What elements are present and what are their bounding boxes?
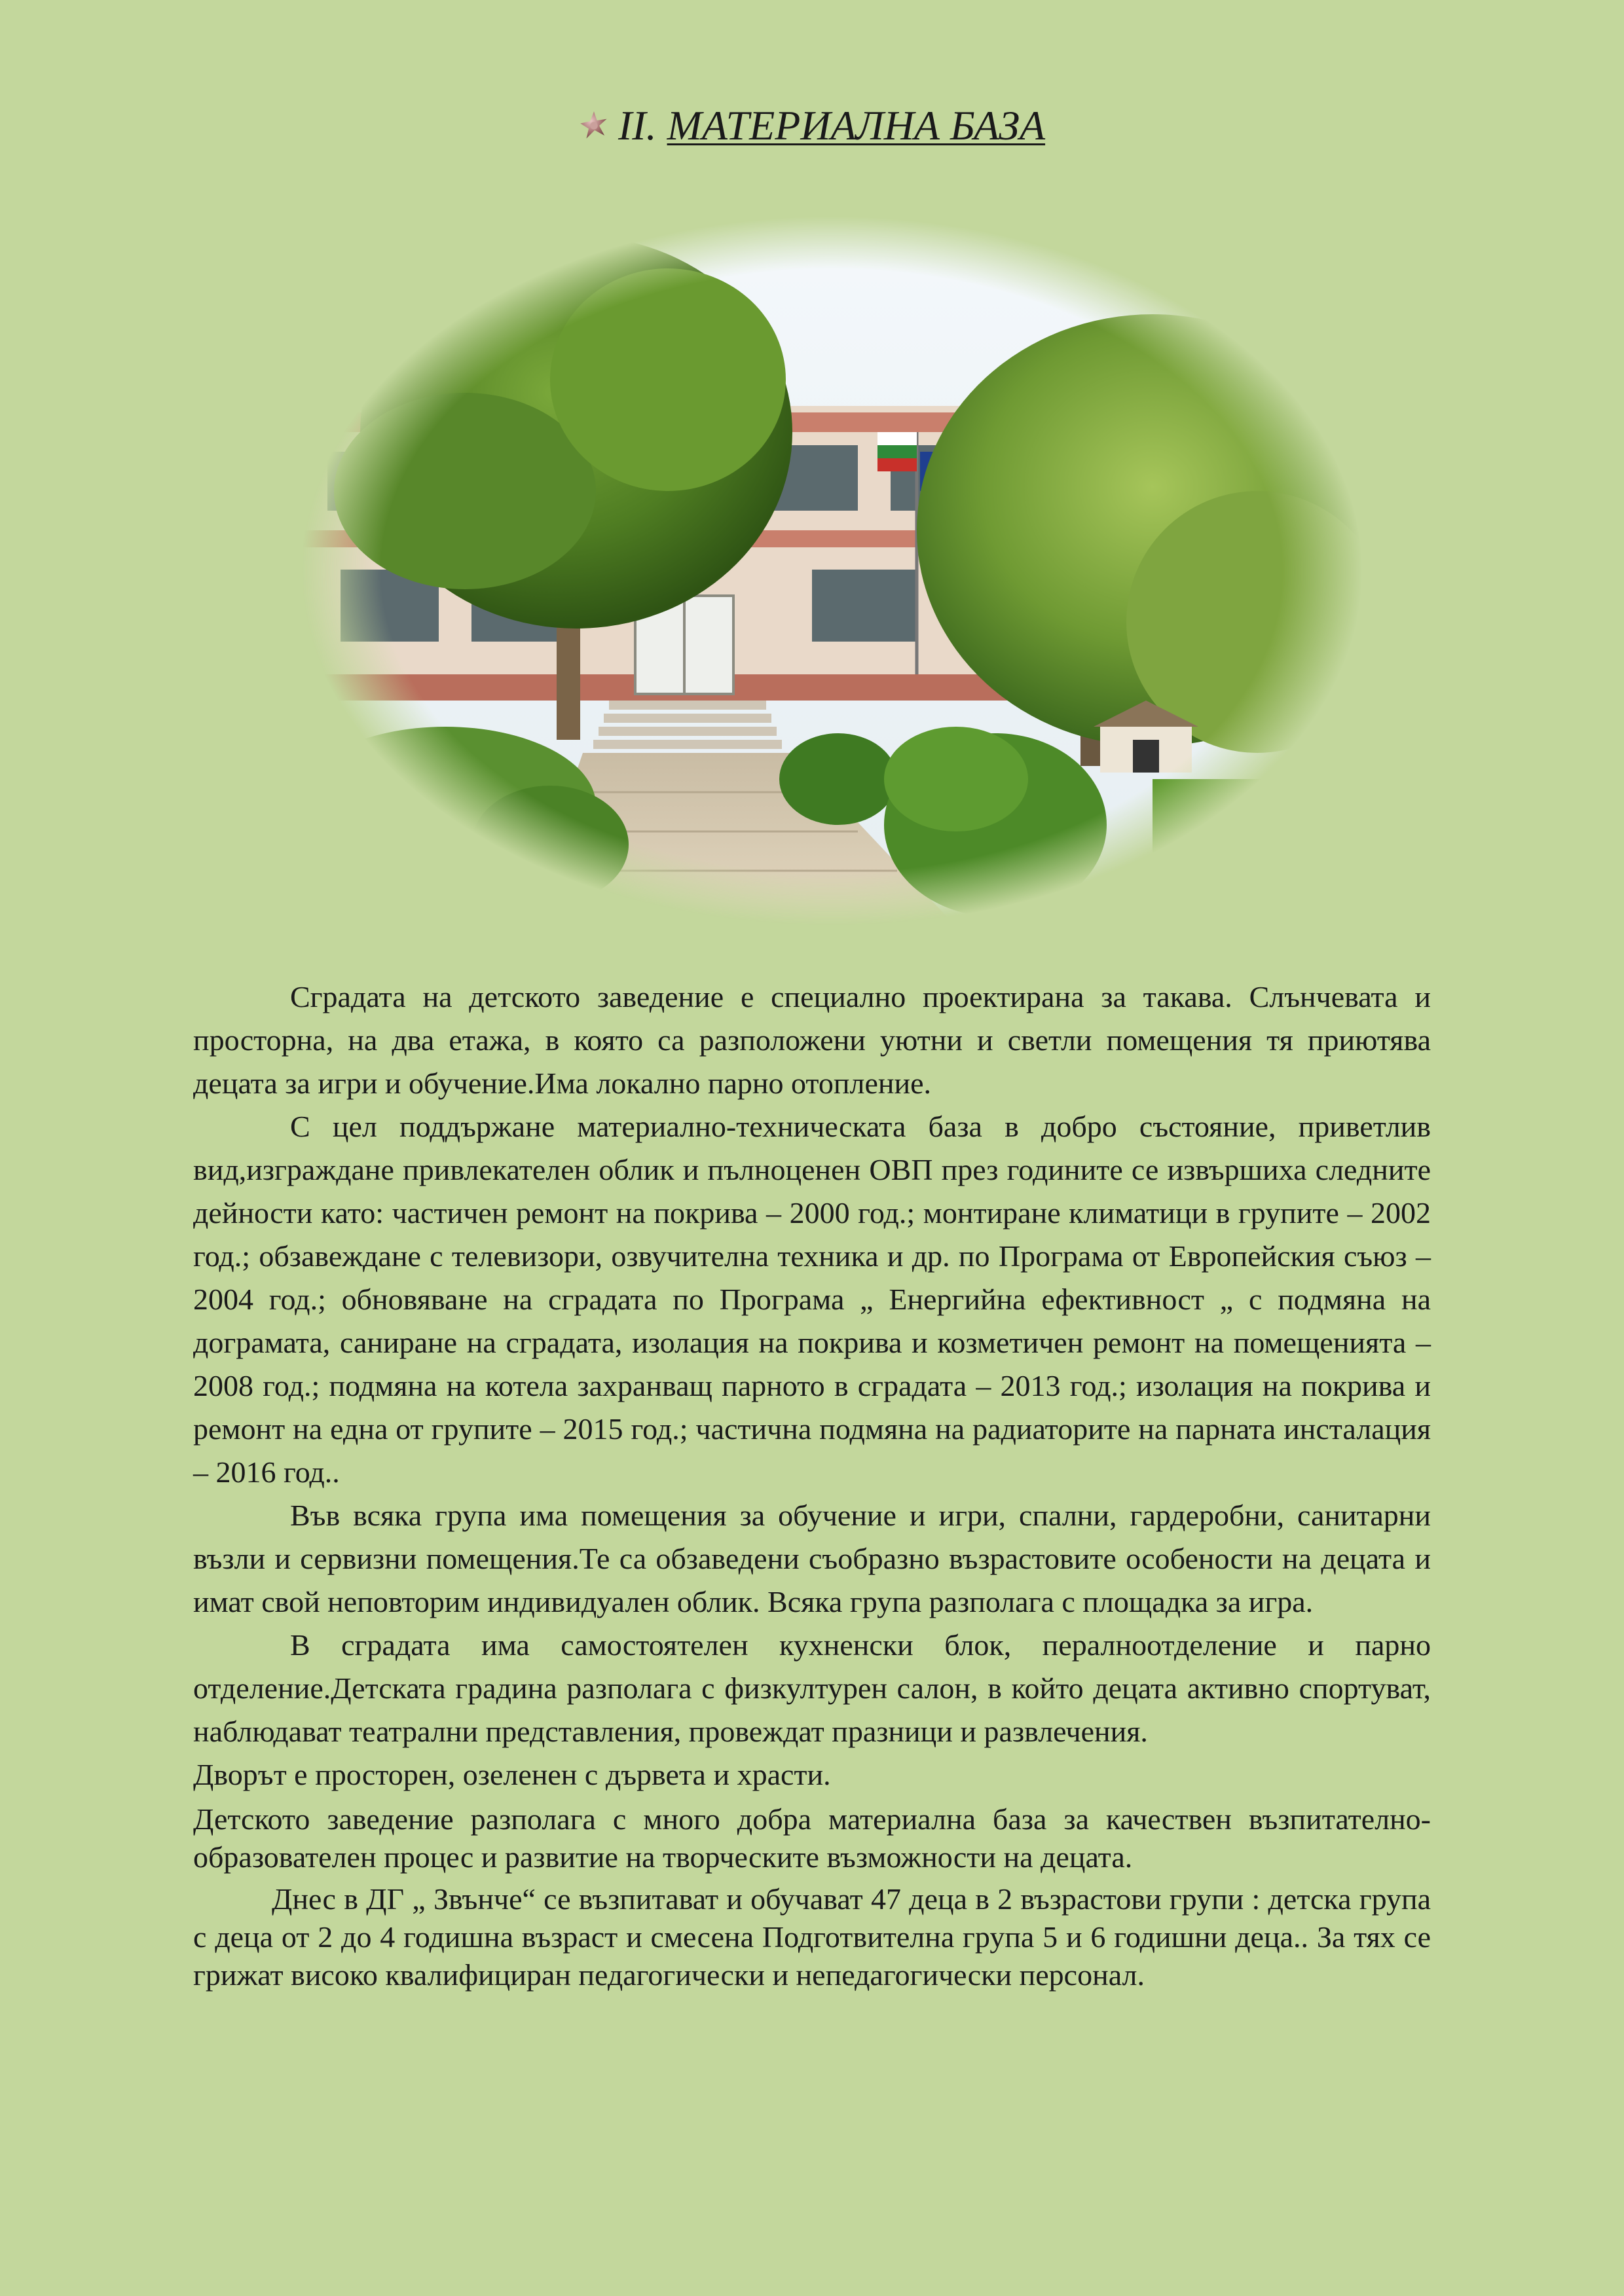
paragraph-children: Днес в ДГ „ Звънче“ се възпитават и обучават 47 деца в 2 възрастови групи : детска група с деца от 2 до 4 годишна възраст и смесена Подготвителна група 5 и 6 годишни деца.. За тях се грижат високо квалифициран педагогически и непедагогически персонал.	[193, 1882, 1431, 1992]
section-heading: МАТЕРИАЛНА БАЗА	[667, 102, 1046, 149]
paragraph-maintenance: С цел поддържане материално-техническата база в добро състояние, приветлив вид,изграждане привлекателен облик и пълноценен ОВП през годините се извършиха следните дейности като: частичен ремонт на покрива – 2000 год.; монтиране климатици в групите – 2002 год.; обзавеждане с телевизори, озвучителна техника и др. по Програма от Европейския съюз – 2004 год.; обновяване на сградата по Програма „ Енергийна ефективност „ с подмяна на дограмата, саниране на сградата, изолация на покрива и козметичен ремонт на помещенията – 2008 год.; подмяна на котела захранващ парното в сградата – 2013 год.; изолация на покрива и ремонт на една от групите – 2015 год.; частична подмяна на радиаторите на парната инсталация – 2016 год..	[193, 1110, 1431, 1489]
paragraph-facilities: В сградата има самостоятелен кухненски блок, пералноотделение и парно отделение.Детската градина разполага с физкултурен салон, в който децата активно спортуват, наблюдават театрални представления, провеждат празници и развлечения.	[193, 1628, 1431, 1748]
paragraph-yard: Дворът е просторен, озеленен с дървета и храсти.	[193, 1758, 831, 1791]
star-bullet-icon	[579, 111, 609, 141]
paragraph-building: Сградата на детското заведение е специално проектирана за такава. Слънчевата и просторна, на два етажа, в която са разположени уютни и светли помещения тя приютява децата за игри и обучение.Има локално парно отопление.	[193, 980, 1431, 1100]
section-title	[0, 102, 1624, 149]
kindergarten-building-photo	[301, 216, 1362, 926]
paragraph-groups: Във всяка група има помещения за обучение и игри, спални, гардеробни, санитарни възли и сервизни помещения.Те са обзаведени съобразно възрастовите особености на децата и имат свой неповторим индивидуален облик. Всяка група разполага с площадка за игра.	[193, 1499, 1431, 1618]
paragraph-material-base: Детското заведение разполага с много добра материална база за качествен възпитателно-образователен процес и развитие на творческите възможности на децата.	[193, 1802, 1431, 1874]
section-number: II.	[618, 102, 657, 149]
body-text	[193, 975, 1431, 1994]
